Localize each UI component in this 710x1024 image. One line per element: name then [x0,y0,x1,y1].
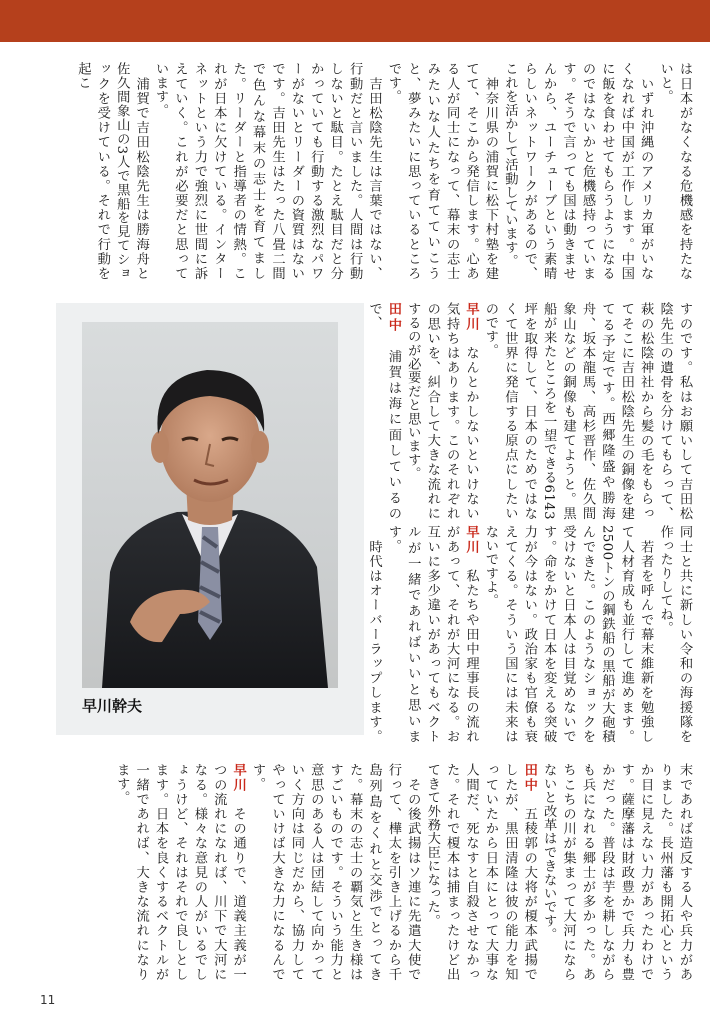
paragraph: 若者を呼んで幕末維新を勉強して人材育成も並行して進めます。2500トンの鋼鉄船の黒船が大砲積んできた。このようなショックを受けないと日本人は目覚めないです。命をかけて日本を変える突破力が今はない。政治家も官僚も衰えてくる。そういう国には未来はないですよ。 [482,525,654,743]
portrait-photo [82,322,338,688]
paragraph: 末であれば造反する人や兵力がありました。長州藩も開拓心というか目に見えない力があったわけです。薩摩藩は財政豊かで兵力も豊かだった。普段は芋を耕しながらも兵になれる郷士が多かった。あちこちの川が集まって大河にならないと改革はできないです。 [541,763,692,981]
speaker-label: 早川 [230,763,246,793]
text-column-bottom [100,763,694,981]
page-number: 11 [40,993,56,1007]
speaker-label: 田中 [521,763,537,793]
paragraph: 早川 その通りで、道義主義が一つの流れになれば、川下で大河になる。様々な意見の人がいるでしょうけど、それはそれで良しとします。日本を良くするベクトルが一緒であれば、大きな流れになります。 [114,763,246,981]
text-column-top-right [56,62,694,280]
text-column-middle-right [366,302,694,521]
paragraph: 早川 私たちや田中理事長の流れがあって、それが大河になる。お互いに多少違いがあってもベクトルが一緒であればいいと思います。 [385,525,479,743]
paragraph: 時代はオーバーラップします。 [366,539,382,743]
speaker-label: 早川 [463,525,479,555]
photo-panel [56,303,364,735]
paragraph: 早川 なんとかしないといけない気持ちはあります。このそれぞれの思いを、糾合して大きな流れにするのが必要だと思います。 [405,302,479,520]
paragraph: は日本がなくなる危機感を持たないと。 [657,62,692,280]
speaker-label: 田中 [385,302,401,334]
paragraph: 神奈川県の浦賀に松下村塾を建てて、そこから発信します。心ある人が同士になって、幕末の志士みたいな人たちを育てていこうと、夢みたいに思っているところです。 [385,62,498,280]
paragraph: いずれ沖縄のアメリカ軍がいなくなれば中国が工作します。中国に飯を食わせてもらうようになるのではないかと危機感持っています。そうで言っても国は動きませんから、ユーチューブという素晴らしいネットワークがあるので、これを活かして活動しています。 [502,62,654,280]
paragraph: 同士と共に新しい令和の海援隊を作ったりしてね。 [657,525,692,743]
paragraph: 吉田松陰先生は言葉ではない、行動だと言いました。人間は行動しないと駄目。たとえ駄目だと分かっていても行動する激烈なパワーがないとリーダーの資質はないです。吉田先生はたった八畳二間で色んな幕末の志士を育てました。リーダーと指導者の情熱。これが日本に欠けている。インターネットという力で強烈に世間に訴えていく。これが必要だと思っています。 [153,62,382,280]
paragraph: すのです。私はお願いして吉田松陰先生の遺骨を分けてもらって、萩の松陰神社から髪の毛をもらってそこに吉田松陰先生の銅像を建てる予定です。西郷隆盛や勝海舟、坂本龍馬、高杉晋作、佐久間象山などの銅像も建てようと。黒船が来たところを一望できる6143坪を取得して、日本のためではなくて世界に発信する原点にしたいのです。 [482,302,692,520]
speaker-label: 早川 [463,302,479,332]
text-column-middle-left [366,525,694,743]
portrait-illustration [82,322,338,688]
paragraph: その後武揚はソ連に先遣大使で行って、樺太を引き上げるから千島列島をくれと交渉でとってきた。幕末の志士の覇気と生き様はすごいものです。そういう能力と意思のある人は団結して向かっていく方向は同じだから、協力してやっていけば大きな力になるんです。 [250,763,421,981]
paragraph: 田中 五稜郭の大将が榎本武揚でしたが、黒田清隆は彼の能力を知っていたから日本にとって大事な人間だ、死なすと自殺させなかった。それで榎本は捕まったけど出てきて外務大臣になった。 [424,763,537,981]
header-band [0,0,710,42]
paragraph: 浦賀で吉田松陰先生は勝海舟と佐久間象山の3人で黒船を見てショックを受けている。それで行動を起こ [75,62,149,280]
photo-caption: 早川幹夫 [82,697,143,715]
paragraph: 田中 浦賀は海に面しているので、 [366,302,401,521]
